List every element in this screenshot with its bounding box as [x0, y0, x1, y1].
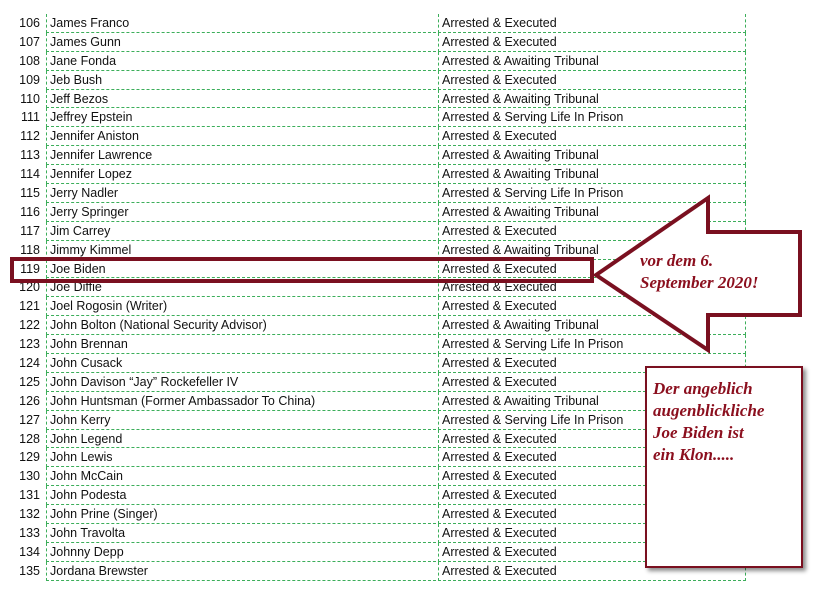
- status-cell[interactable]: Arrested & Awaiting Tribunal: [438, 241, 746, 260]
- name-cell[interactable]: John Davison “Jay” Rockefeller IV: [46, 373, 436, 392]
- row-number: 130: [19, 469, 40, 484]
- name-cell[interactable]: John Prine (Singer): [46, 505, 436, 524]
- row-number: 134: [19, 544, 40, 559]
- name-cell[interactable]: Jeff Bezos: [46, 90, 436, 109]
- row-number: 115: [20, 186, 40, 201]
- name-cell[interactable]: Johnny Depp: [46, 543, 436, 562]
- row-number: 117: [20, 223, 40, 238]
- row-number: 125: [19, 374, 40, 389]
- status-cell[interactable]: Arrested & Executed: [438, 373, 746, 392]
- status-cell[interactable]: Arrested & Awaiting Tribunal: [438, 203, 746, 222]
- row-number: 118: [20, 242, 40, 257]
- row-number: 123: [19, 337, 40, 352]
- name-cell[interactable]: John Podesta: [46, 486, 436, 505]
- row-number: 132: [19, 507, 40, 522]
- row-number: 135: [19, 563, 40, 578]
- row-number: 106: [19, 16, 40, 30]
- name-cell[interactable]: Jimmy Kimmel: [46, 241, 436, 260]
- status-cell[interactable]: Arrested & Serving Life In Prison: [438, 184, 746, 203]
- row-number: 107: [19, 34, 40, 49]
- row-number: 108: [19, 53, 40, 68]
- name-cell[interactable]: James Franco: [46, 14, 436, 33]
- name-cell[interactable]: John Cusack: [46, 354, 436, 373]
- name-cell[interactable]: John McCain: [46, 467, 436, 486]
- status-cell[interactable]: Arrested & Awaiting Tribunal: [438, 392, 746, 411]
- arrow-callout-text: [640, 250, 810, 294]
- row-number: 126: [19, 393, 40, 408]
- name-cell[interactable]: Jordana Brewster: [46, 562, 436, 581]
- row-number: 109: [19, 72, 40, 87]
- row-number: 114: [20, 167, 40, 182]
- clone-note-line4: ein Klon.....: [653, 445, 735, 464]
- status-cell[interactable]: Arrested & Executed: [438, 543, 746, 562]
- status-cell[interactable]: Arrested & Executed: [438, 260, 746, 279]
- row-number: 112: [20, 129, 40, 144]
- status-cell[interactable]: Arrested & Serving Life In Prison: [438, 335, 746, 354]
- status-cell[interactable]: Arrested & Executed: [438, 486, 746, 505]
- name-cell[interactable]: Jane Fonda: [46, 52, 436, 71]
- row-number: 127: [19, 412, 40, 427]
- status-cell[interactable]: Arrested & Executed: [438, 14, 746, 33]
- name-cell[interactable]: John Brennan: [46, 335, 436, 354]
- name-cell[interactable]: John Legend: [46, 430, 436, 449]
- row-number: 113: [20, 148, 40, 163]
- name-cell[interactable]: John Kerry: [46, 411, 436, 430]
- row-number: 111: [20, 110, 40, 125]
- name-cell[interactable]: Joe Diffie: [46, 278, 436, 297]
- row-number: 119: [20, 261, 40, 276]
- name-cell[interactable]: Jeb Bush: [46, 71, 436, 90]
- name-cell[interactable]: Joe Biden: [46, 260, 436, 279]
- name-cell[interactable]: Joel Rogosin (Writer): [46, 297, 436, 316]
- status-cell[interactable]: Arrested & Executed: [438, 448, 746, 467]
- status-cell[interactable]: Arrested & Executed: [438, 297, 746, 316]
- clone-note-line3: Joe Biden ist: [653, 423, 744, 442]
- status-cell[interactable]: Arrested & Executed: [438, 33, 746, 52]
- clone-note-line1: Der angeblich: [653, 379, 753, 398]
- status-cell[interactable]: Arrested & Serving Life In Prison: [438, 411, 746, 430]
- status-cell[interactable]: Arrested & Executed: [438, 430, 746, 449]
- row-number: 133: [19, 526, 40, 541]
- name-cell[interactable]: Jim Carrey: [46, 222, 436, 241]
- row-number: 128: [19, 431, 40, 446]
- name-cell[interactable]: Jeffrey Epstein: [46, 108, 436, 127]
- name-cell[interactable]: Jennifer Lawrence: [46, 146, 436, 165]
- status-cell[interactable]: Arrested & Awaiting Tribunal: [438, 316, 746, 335]
- name-cell[interactable]: James Gunn: [46, 33, 436, 52]
- name-cell[interactable]: John Lewis: [46, 448, 436, 467]
- clone-note-box: [645, 366, 803, 568]
- row-number: 129: [19, 450, 40, 465]
- name-cell[interactable]: Jerry Springer: [46, 203, 436, 222]
- status-cell[interactable]: Arrested & Executed: [438, 222, 746, 241]
- arrow-text-line1: vor dem 6.: [640, 251, 714, 270]
- status-cell[interactable]: Arrested & Awaiting Tribunal: [438, 146, 746, 165]
- row-number: 110: [20, 91, 40, 106]
- name-cell[interactable]: Jennifer Lopez: [46, 165, 436, 184]
- status-cell[interactable]: Arrested & Executed: [438, 467, 746, 486]
- status-cell[interactable]: Arrested & Awaiting Tribunal: [438, 52, 746, 71]
- name-cell[interactable]: John Travolta: [46, 524, 436, 543]
- clone-note-line2: augenblickliche: [653, 401, 765, 420]
- row-number: 131: [19, 488, 40, 503]
- row-number: 122: [19, 318, 40, 333]
- arrow-text-line2: September 2020!: [640, 273, 759, 292]
- status-cell[interactable]: Arrested & Executed: [438, 278, 746, 297]
- status-cell[interactable]: Arrested & Executed: [438, 71, 746, 90]
- name-cell[interactable]: John Huntsman (Former Ambassador To China): [46, 392, 436, 411]
- row-number: 120: [19, 280, 40, 295]
- status-cell[interactable]: Arrested & Executed: [438, 354, 746, 373]
- name-cell[interactable]: John Bolton (National Security Advisor): [46, 316, 436, 335]
- row-number: 121: [19, 299, 40, 314]
- status-cell[interactable]: Arrested & Awaiting Tribunal: [438, 165, 746, 184]
- status-cell[interactable]: Arrested & Executed: [438, 127, 746, 146]
- row-number: 116: [20, 204, 40, 219]
- status-cell[interactable]: Arrested & Serving Life In Prison: [438, 108, 746, 127]
- status-cell[interactable]: Arrested & Executed: [438, 505, 746, 524]
- name-cell[interactable]: Jennifer Aniston: [46, 127, 436, 146]
- row-number: 124: [19, 356, 40, 371]
- status-cell[interactable]: Arrested & Executed: [438, 524, 746, 543]
- status-cell[interactable]: Arrested & Executed: [438, 562, 746, 581]
- name-cell[interactable]: Jerry Nadler: [46, 184, 436, 203]
- status-cell[interactable]: Arrested & Awaiting Tribunal: [438, 90, 746, 109]
